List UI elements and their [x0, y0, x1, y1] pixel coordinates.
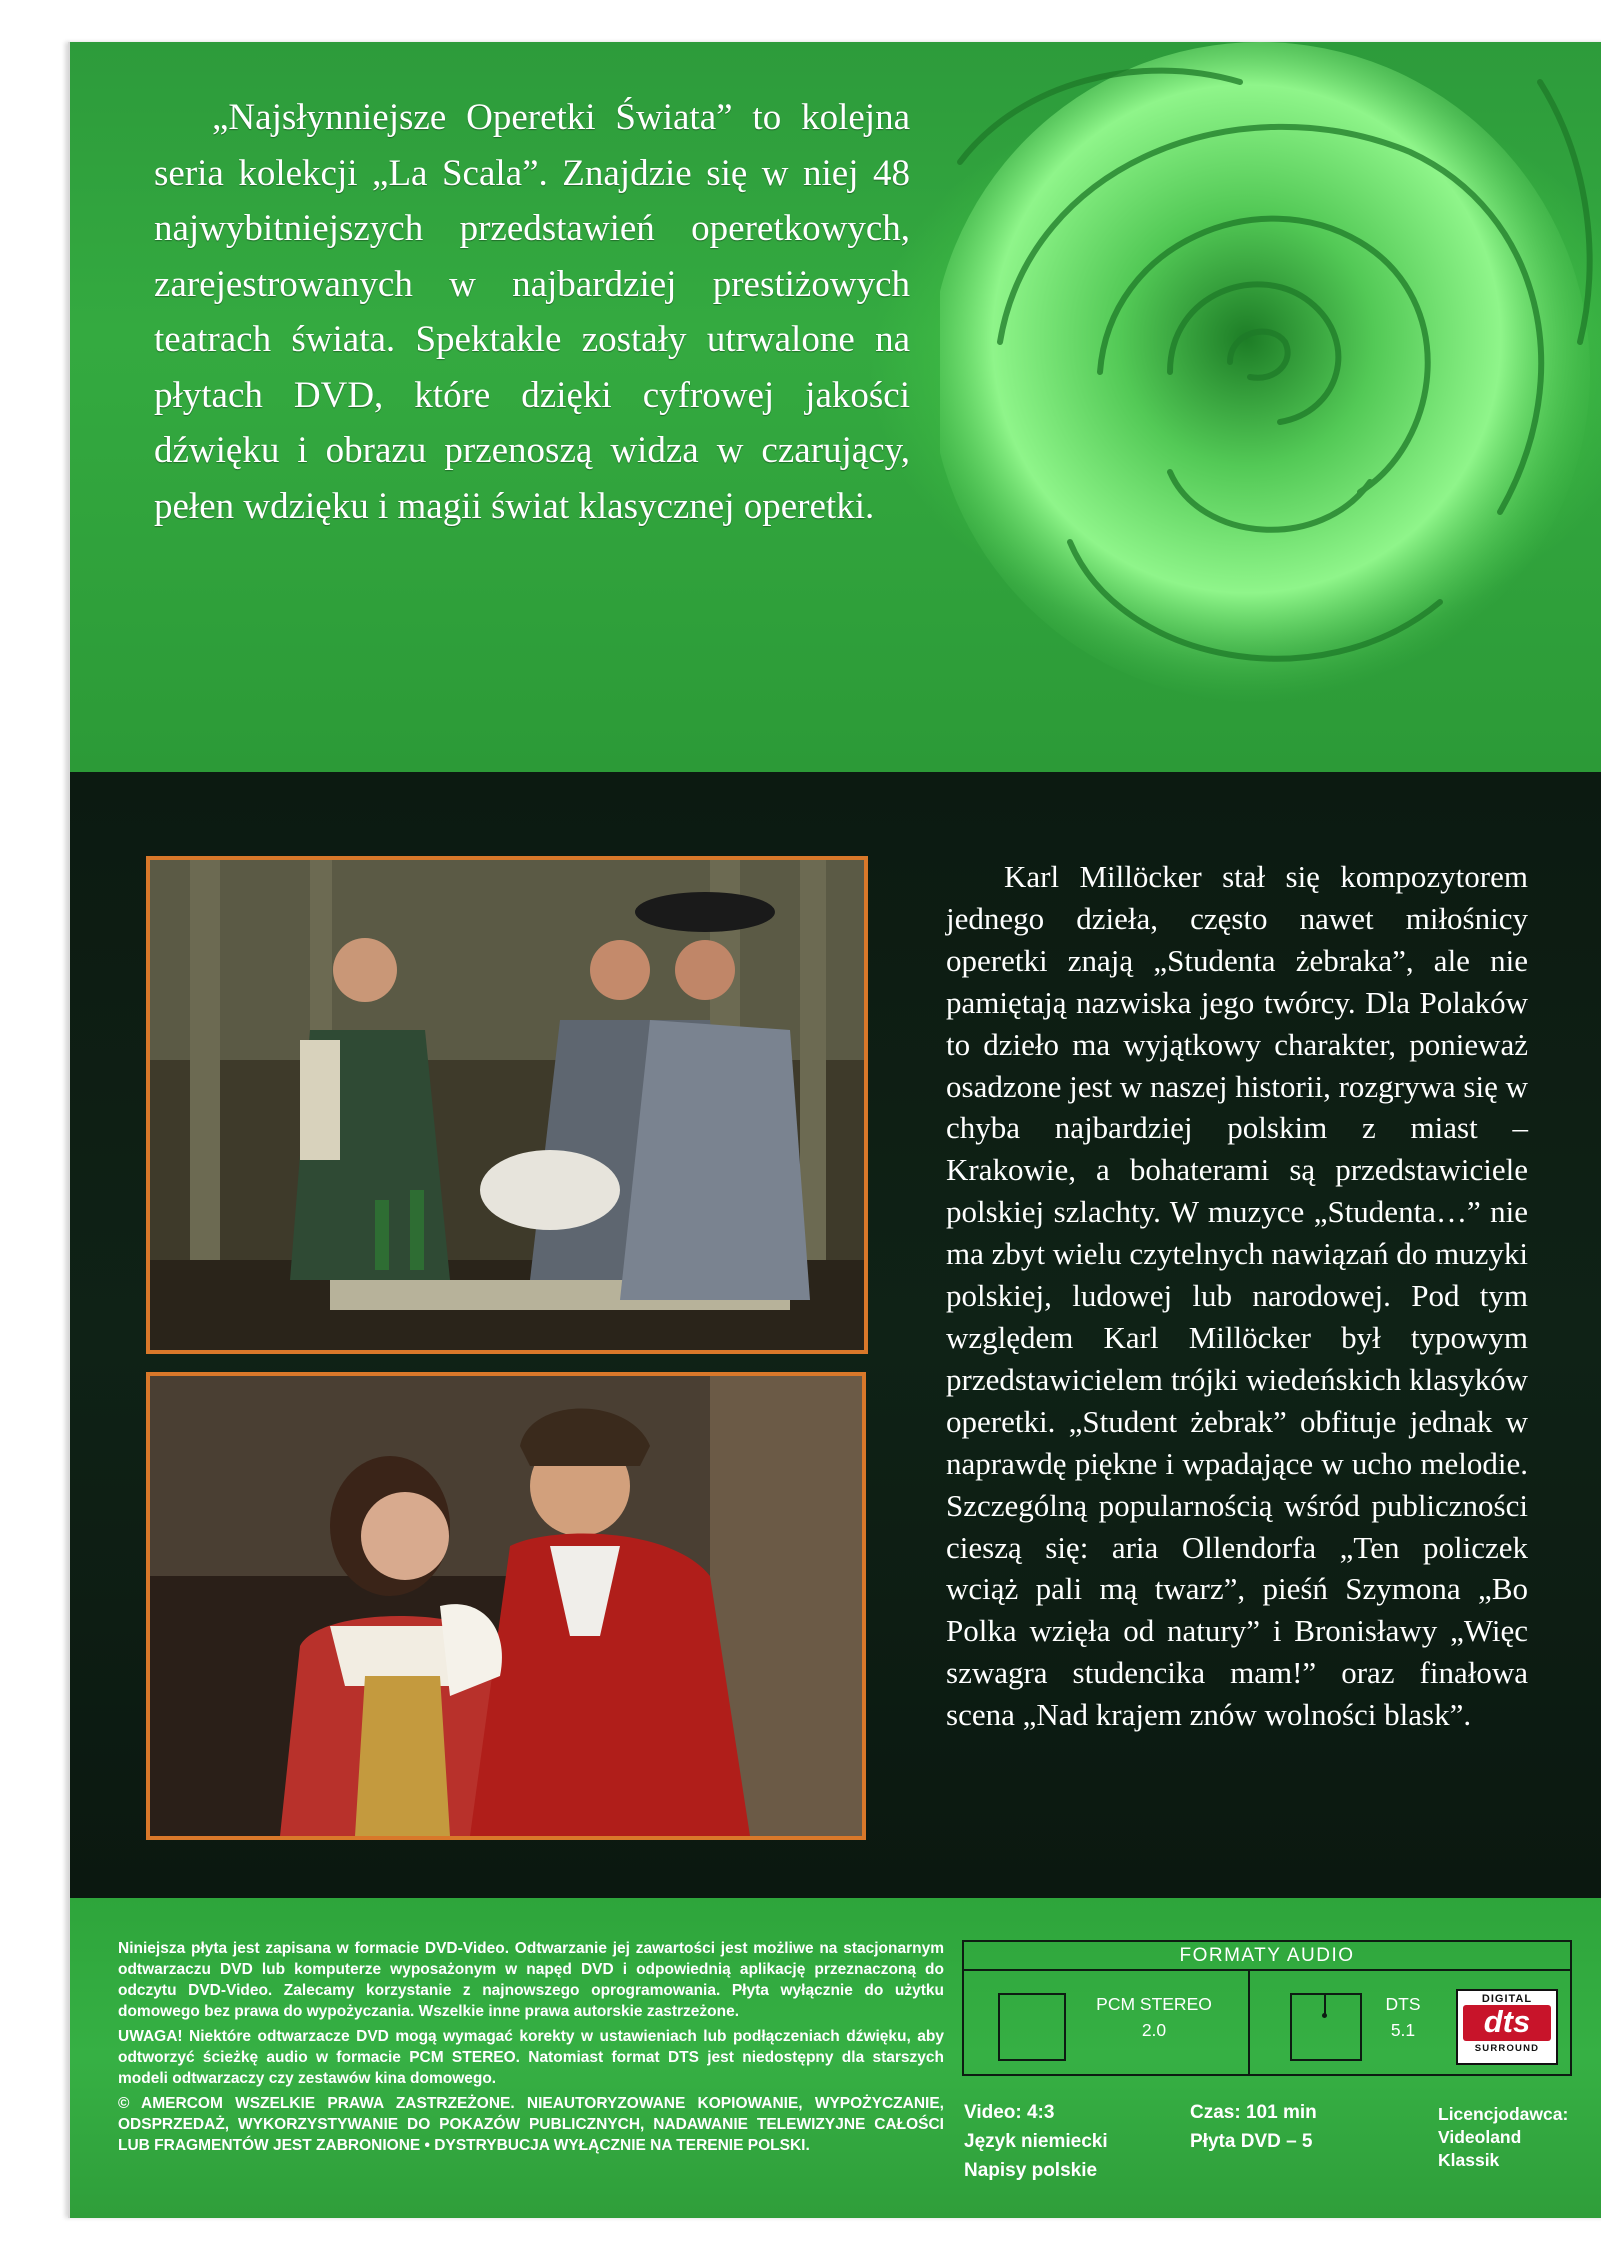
info-section	[70, 1898, 1601, 2218]
audio-dts-name: DTS	[1385, 1994, 1421, 2014]
spec-video-format: Video: 4:3	[964, 2102, 1055, 2123]
specs-column-disc	[1190, 2098, 1317, 2156]
specs-column-video	[964, 2098, 1108, 2185]
spec-subtitles: Napisy polskie	[964, 2160, 1098, 2181]
audio-formats-title: FORMATY AUDIO	[964, 1942, 1570, 1971]
intro-paragraph: „Najsłynniejsze Operetki Świata” to kolejna seria kolekcji „La Scala”. Znajdzie się w niej 48 najwybitniejszych przedstawień operetkowych, zarejestrowanych w najbardziej prestiżowych teatrach świata. Spektakle zostały utrwalone na płytach DVD, które dzięki cyfrowej jakości dźwięku i obrazu przenoszą widza w czarujący, pełen wdzięku i magii świat klasycznej operetki.	[154, 97, 910, 527]
legal-notice	[118, 1938, 944, 2160]
legal-warning-note: UWAGA! Niektóre odtwarzacze DVD mogą wymagać korekty w ustawieniach lub podłączeniach dźwięku, aby odtworzyć ścieżkę audio w formacie PCM STEREO. Natomiast format DTS jest niedostępny dla starszych modeli odtwarzaczy czy zestawów kina domowego.	[118, 2028, 944, 2087]
intro-section	[70, 42, 1601, 772]
spec-running-time: Czas: 101 min	[1190, 2102, 1317, 2123]
audio-pcm-channels: 2.0	[1141, 2020, 1167, 2040]
spec-licensor-name: Videoland	[1438, 2127, 1522, 2147]
spec-licensor-name-2: Klassik	[1438, 2150, 1500, 2170]
green-rose-image	[940, 42, 1601, 772]
audio-dts-label	[1368, 1991, 1438, 2043]
audio-dts-channels: 5.1	[1390, 2020, 1416, 2040]
audio-pcm-cell	[964, 1971, 1250, 2074]
description-paragraph: Karl Millöcker stał się kompozytorem jednego dzieła, często nawet miłośnicy operetki znają „Studenta żebraka”, ale nie pamiętają nazwiska jego twórcy. Dla Polaków to dzieło ma wyjątkowy charakter, ponieważ osadzone jest w naszej historii, rozgrywa się w chyba najbardziej polskim z miast – Krakowie, a bohaterami są przedstawiciele polskiej szlachty. W muzyce „Studenta…” nie ma zbyt wielu czytelnych nawiązań do muzyki polskiej, ludowej lub narodowej. Pod tym względem Karl Millöcker był typowym przedstawicielem trójki wiedeńskich klasyków operetki. „Student żebrak” obfituje jednak w naprawdę piękne i wpadające w ucho melodie. Szczególną popularnością wśród publiczności cieszą się: aria Ollendorfa „Ten policzek wciąż pali mą twarz”, pieśń Szymona „Bo Polka wzięła od natury” i Bronisławy „Więc szwagra studencika mam!” oraz finałowa scena „Nad krajem znów wolności blask”.	[946, 859, 1528, 1733]
stage-photo-drinking-scene	[146, 856, 868, 1354]
stereo-speaker-icon	[998, 1993, 1066, 2061]
dts-digital-surround-logo	[1456, 1989, 1558, 2065]
audio-pcm-label	[1074, 1991, 1234, 2043]
description-section	[70, 772, 1601, 1898]
spec-licensor-label: Licencjodawca:	[1438, 2104, 1569, 2124]
intro-text	[154, 90, 910, 534]
audio-pcm-name: PCM STEREO	[1096, 1994, 1212, 2014]
spec-disc-type: Płyta DVD – 5	[1190, 2131, 1313, 2152]
specs-column-licensor	[1438, 2103, 1568, 2172]
audio-formats-box	[962, 1940, 1572, 2076]
legal-format-note: Niniejsza płyta jest zapisana w formacie DVD-Video. Odtwarzanie jej zawartości jest możliwe na stacjonarnym odtwarzaczu DVD lub komputerze wyposażonym w napęd DVD i odpowiednią aplikację przeznaczoną do odczytu DVD-Video. Zalecamy korzystanie z najnowszego oprogramowania. Płyta wyłącznie do użytku domowego bez prawa do wypożyczania. Wszelkie inne prawa autorskie zastrzeżone.	[118, 1940, 944, 2020]
dts-logo-top: DIGITAL	[1481, 1993, 1533, 2005]
legal-copyright-note: © AMERCOM WSZELKIE PRAWA ZASTRZEŻONE. NIEAUTORYZOWANE KOPIOWANIE, WYPOŻYCZANIE, ODSPRZEDAŻ, WYKORZYSTYWANIE DO POKAZÓW PUBLICZNYCH, NADAWANIE TELEWIZYJNE CAŁOŚCI LUB FRAGMENTÓW JEST ZABRONIONE • DYSTRYBUCJA WYŁĄCZNIE NA TERENIE POLSKI.	[118, 2095, 944, 2154]
dvd-back-cover	[68, 42, 1601, 2218]
description-text	[946, 856, 1528, 1736]
dts-logo-mark: dts	[1463, 2005, 1551, 2041]
stage-photo-duet-scene	[146, 1372, 866, 1840]
audio-dts-cell	[1250, 1971, 1570, 2074]
dts-logo-bottom: SURROUND	[1474, 2043, 1540, 2054]
spec-language: Język niemiecki	[964, 2131, 1108, 2152]
surround-speaker-icon	[1290, 1993, 1362, 2061]
